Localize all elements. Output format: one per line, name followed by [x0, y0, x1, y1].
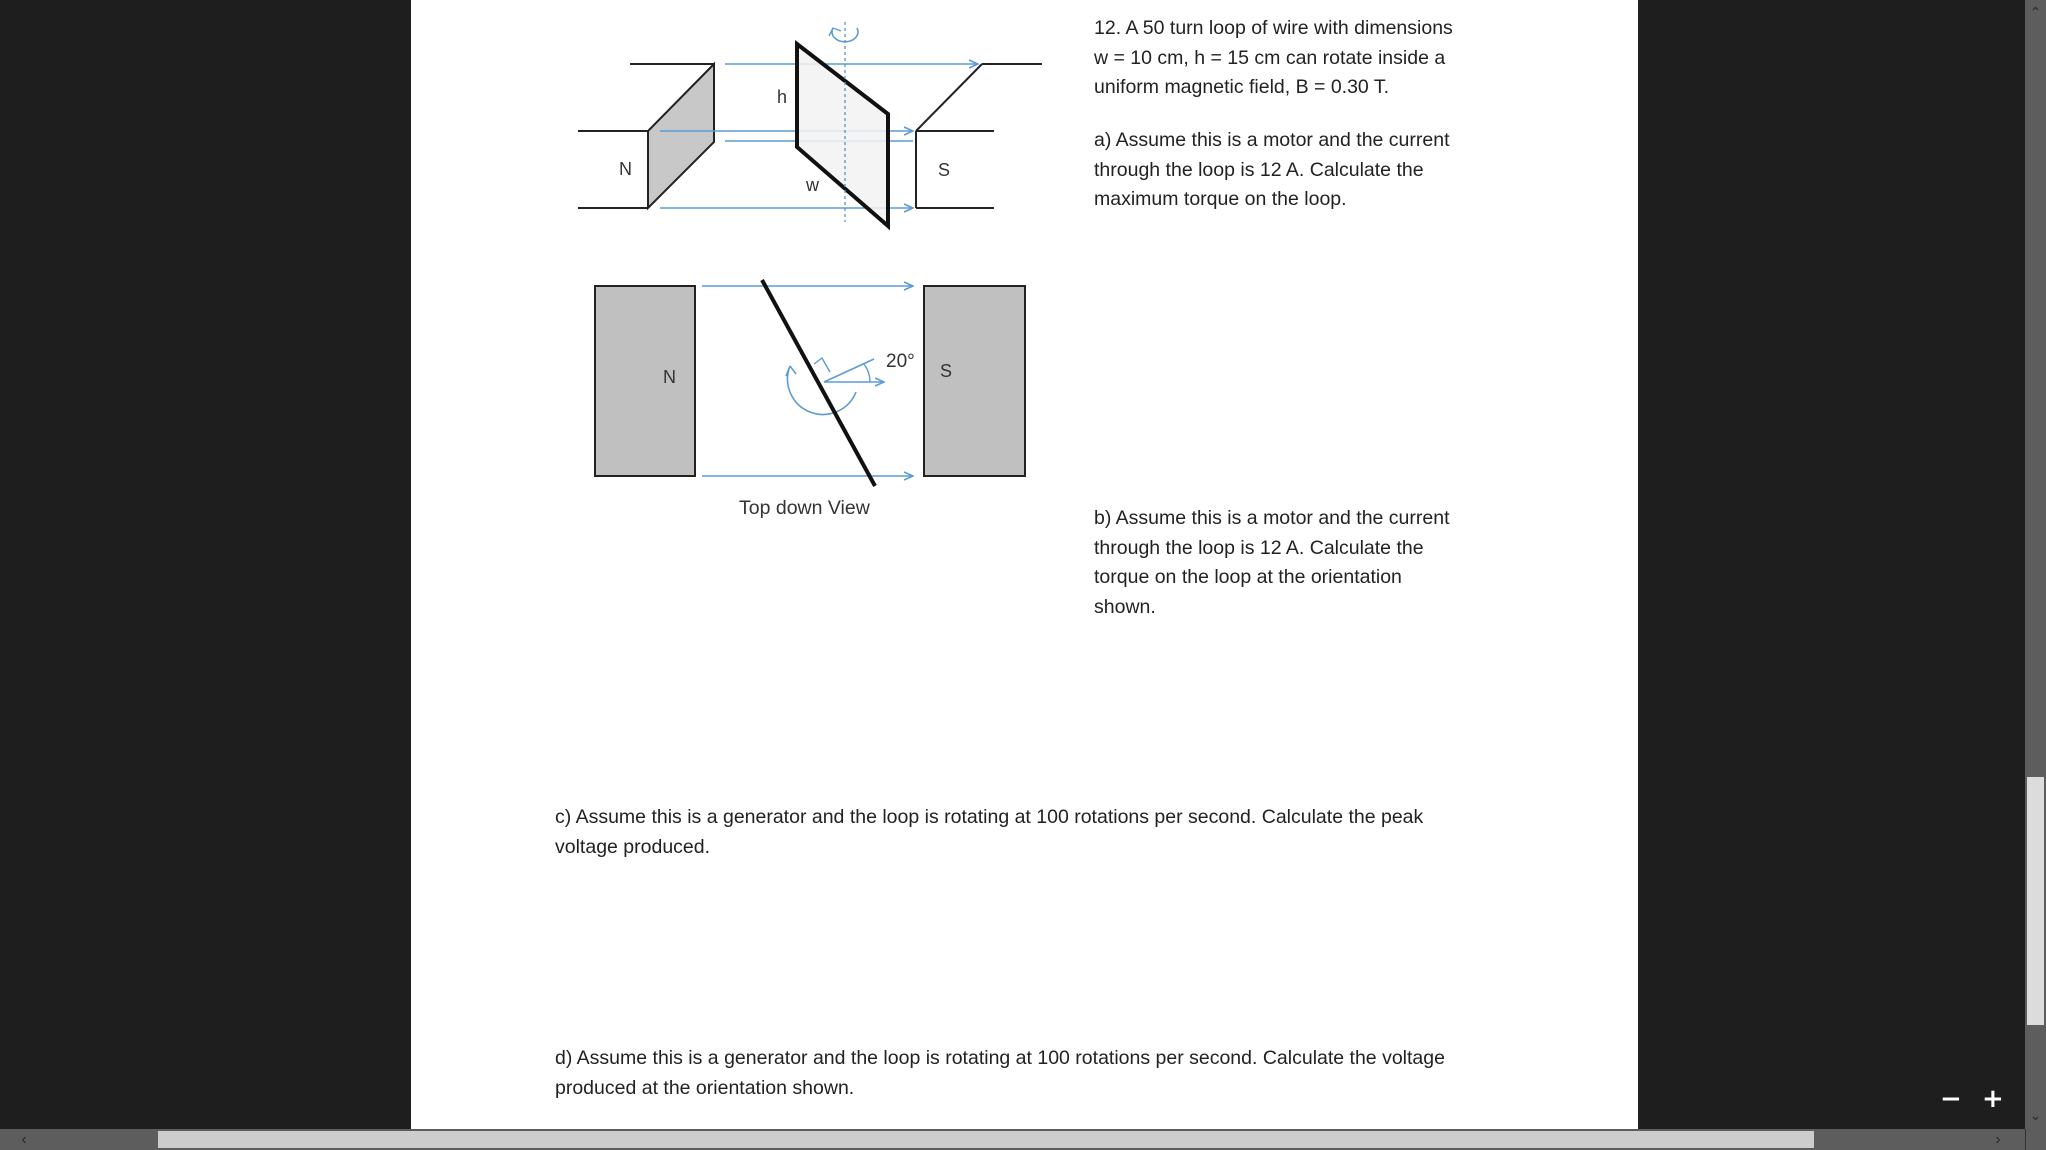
horizontal-scrollbar[interactable] [0, 1129, 2025, 1150]
intro-line: uniform magnetic field, B = 0.30 T. [1094, 76, 1390, 98]
zoom-out-button[interactable]: − [1940, 1084, 1962, 1114]
angle-label: 20° [886, 351, 915, 372]
part-a-line: through the loop is 12 A. Calculate the [1094, 158, 1424, 181]
part-a-line: a) Assume this is a motor and the current [1094, 129, 1450, 151]
horizontal-scroll-thumb[interactable] [158, 1131, 1814, 1148]
part-b-line: torque on the loop at the orientation [1094, 566, 1402, 588]
south-label-3d: S [938, 160, 951, 180]
width-label: w [806, 175, 819, 195]
vertical-scroll-thumb[interactable] [2027, 777, 2044, 1025]
vertical-scrollbar[interactable] [2025, 0, 2046, 1129]
north-magnet-3d [578, 64, 714, 208]
question-part-c [555, 803, 1555, 862]
top-view-caption: Top down View [739, 497, 870, 519]
scroll-up-icon[interactable]: ⌃ [2029, 4, 2042, 20]
part-b-line: shown. [1094, 595, 1156, 618]
question-part-d [555, 1044, 1555, 1103]
part-d-line: produced at the orientation shown. [555, 1076, 855, 1099]
south-label-top: S [940, 361, 953, 381]
part-b-line: through the loop is 12 A. Calculate the [1094, 536, 1424, 559]
scroll-down-icon[interactable]: ⌄ [2029, 1107, 2042, 1123]
height-label: h [777, 87, 788, 107]
question-part-a [1094, 126, 1514, 215]
part-c-line: voltage produced. [555, 835, 711, 858]
scroll-right-icon[interactable]: › [1995, 1131, 2001, 1148]
part-a-line: maximum torque on the loop. [1094, 188, 1347, 210]
part-c-line: c) Assume this is a generator and the loop is rotating at 100 rotations per second. Calculate the peak [555, 806, 1424, 828]
scrollbar-corner [2025, 1129, 2046, 1150]
intro-line: 12. A 50 turn loop of wire with dimensions [1094, 17, 1453, 39]
north-label-3d: N [619, 159, 632, 179]
top-view [595, 280, 1025, 486]
intro-line: w = 10 cm, h = 15 cm can rotate inside a [1094, 46, 1446, 69]
document-page [411, 0, 1638, 1129]
part-b-line: b) Assume this is a motor and the current [1094, 507, 1450, 529]
part-d-line: d) Assume this is a generator and the loop is rotating at 100 rotations per second. Calculate the voltage [555, 1047, 1445, 1069]
north-label-top: N [663, 367, 676, 387]
question-intro [1094, 14, 1514, 103]
question-part-b [1094, 504, 1514, 622]
scroll-left-icon[interactable]: ‹ [21, 1131, 27, 1148]
south-magnet-3d [916, 64, 1042, 208]
zoom-in-button[interactable]: + [1982, 1084, 2004, 1114]
